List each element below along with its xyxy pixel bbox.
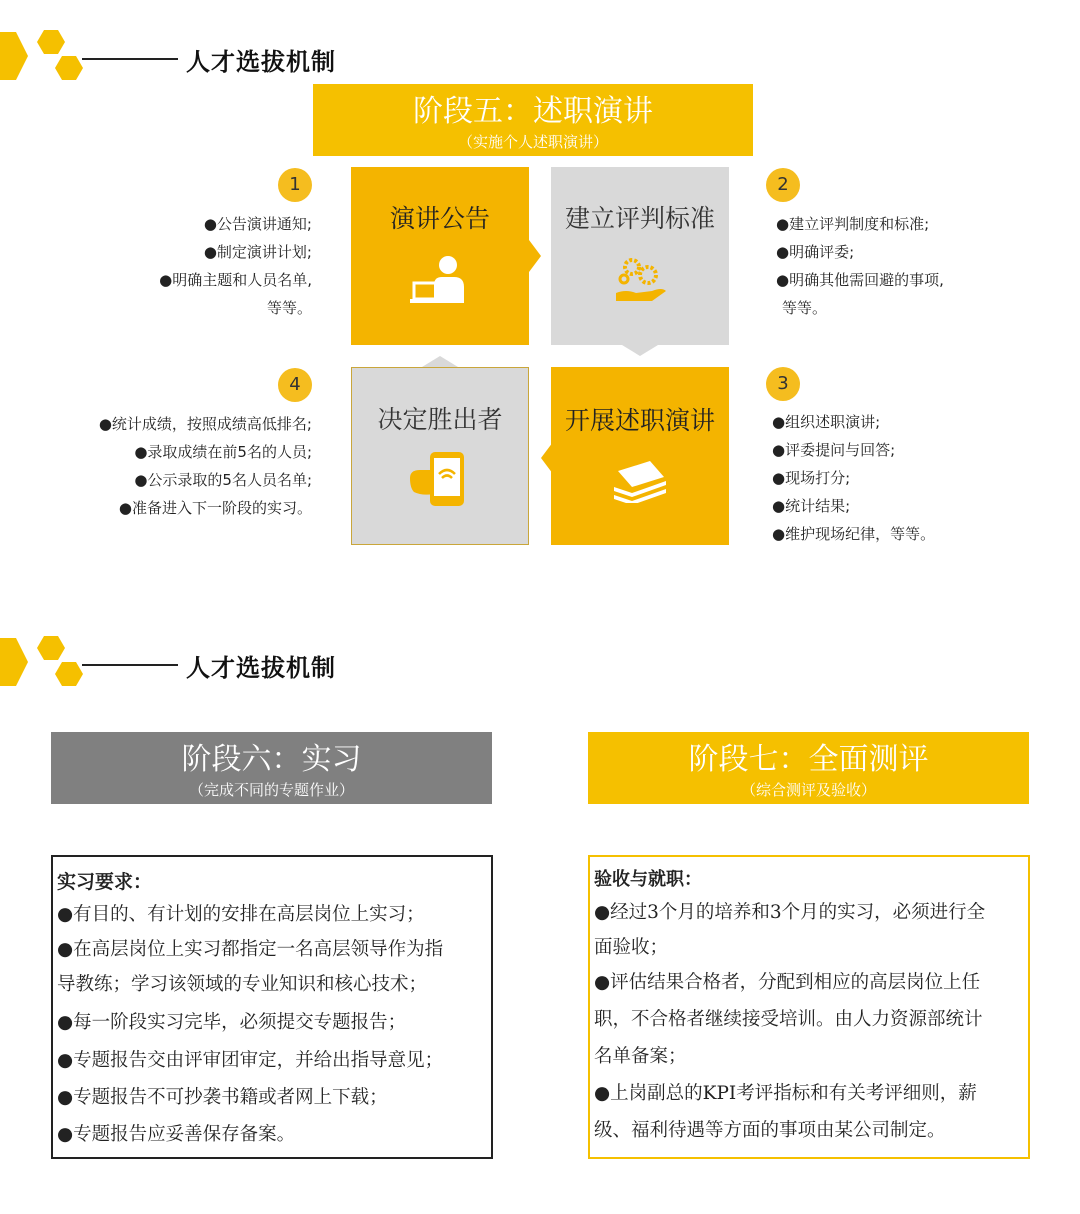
section-title: 人才选拔机制	[186, 654, 336, 682]
stage5-subtitle: （实施个人述职演讲）	[457, 133, 608, 151]
list-item: ●建立评判制度和标准;	[776, 215, 930, 233]
stage7-subtitle: （综合测评及验收）	[740, 781, 876, 799]
stage6-subtitle: （完成不同的专题作业）	[188, 781, 354, 799]
arrow-up-icon	[422, 355, 458, 367]
tile-label: 建立评判标准	[564, 204, 715, 233]
list-item: ●录取成绩在前5名的人员;	[134, 443, 312, 461]
internship-requirements-box	[51, 855, 493, 1159]
list-item: ●维护现场纪律，等等。	[772, 525, 936, 543]
list-item: ●评委提问与回答;	[772, 441, 896, 459]
section-divider-line	[82, 664, 178, 666]
box-line: ●在高层岗位上实习都指定一名高层领导作为指	[57, 939, 444, 960]
box-line: 级、福利待遇等方面的事项由某公司制定。	[594, 1120, 946, 1141]
step3-list	[772, 408, 935, 548]
step1-list	[159, 210, 312, 322]
acceptance-employment-box	[588, 855, 1030, 1159]
list-item: 等等。	[266, 299, 312, 317]
stage6-title: 阶段六：实习	[181, 742, 362, 777]
section-title: 人才选拔机制	[186, 48, 336, 76]
step-number-3: 3	[766, 367, 800, 401]
box-line: 职，不合格者继续接受培训。由人力资源部统计	[594, 1009, 983, 1030]
stage7-title: 阶段七：全面测评	[688, 742, 929, 777]
box-line: 面验收；	[594, 937, 669, 958]
step2-list	[776, 210, 944, 322]
list-item: ●公告演讲通知;	[203, 215, 312, 233]
tile-decide-winner	[351, 367, 529, 545]
documents-stack-icon	[610, 457, 670, 503]
step4-list	[99, 410, 312, 522]
list-item: ●制定演讲计划;	[203, 243, 312, 261]
tile-conduct-speech	[551, 367, 729, 545]
step-number-4: 4	[278, 368, 312, 402]
box-line: ●专题报告应妥善保存备案。	[57, 1124, 296, 1145]
box-line: ●专题报告交由评审团审定，并给出指导意见；	[57, 1050, 444, 1071]
step-number-1: 1	[278, 168, 312, 202]
tile-speech-announcement	[351, 167, 529, 345]
gears-hand-icon	[612, 253, 668, 305]
list-item: ●统计结果;	[772, 497, 851, 515]
stage6-banner	[51, 732, 492, 804]
tile-label: 开展述职演讲	[564, 406, 715, 435]
list-item: ●准备进入下一阶段的实习。	[118, 499, 312, 517]
list-item: ●统计成绩，按照成绩高低排名;	[98, 415, 312, 433]
box-line: ●经过3个月的培养和3个月的实习，必须进行全	[594, 902, 986, 923]
phone-hand-icon	[408, 448, 472, 508]
box-line: 导教练；学习该领域的专业知识和核心技术；	[57, 974, 428, 995]
list-item: ●公示录取的5名人员名单;	[134, 471, 312, 489]
box-heading: 实习要求：	[57, 871, 153, 893]
list-item: ●明确主题和人员名单,	[159, 271, 312, 289]
box-line: ●评估结果合格者，分配到相应的高层岗位上任	[594, 972, 981, 993]
step-number-2: 2	[766, 168, 800, 202]
list-item: ●组织述职演讲;	[772, 413, 881, 431]
tile-label: 演讲公告	[389, 204, 490, 233]
stage5-banner	[313, 84, 753, 156]
tile-label: 决定胜出者	[377, 405, 503, 434]
arrow-left-icon	[539, 442, 553, 474]
section-divider-line	[82, 58, 178, 60]
box-line: ●上岗副总的KPI考评指标和有关考评细则，薪	[594, 1083, 977, 1104]
hexagon-decoration-icon	[0, 24, 100, 104]
list-item: ●现场打分;	[772, 469, 851, 487]
arrow-down-icon	[622, 345, 658, 357]
section-header-2	[0, 630, 420, 710]
box-line: 名单备案；	[594, 1046, 687, 1067]
arrow-right-icon	[529, 240, 543, 272]
stage7-banner	[588, 732, 1029, 804]
list-item: ●明确其他需回避的事项,	[776, 271, 944, 289]
presenter-laptop-icon	[408, 253, 472, 305]
box-line: ●每一阶段实习完毕，必须提交专题报告；	[57, 1012, 407, 1033]
list-item: 等等。	[782, 299, 828, 317]
hexagon-decoration-icon	[0, 630, 100, 710]
box-line: ●有目的、有计划的安排在高层岗位上实习；	[57, 904, 425, 925]
box-line: ●专题报告不可抄袭书籍或者网上下载；	[57, 1087, 388, 1108]
tile-evaluation-standard	[551, 167, 729, 345]
list-item: ●明确评委;	[776, 243, 855, 261]
box-heading: 验收与就职：	[594, 869, 702, 890]
stage5-title: 阶段五：述职演讲	[413, 94, 653, 129]
